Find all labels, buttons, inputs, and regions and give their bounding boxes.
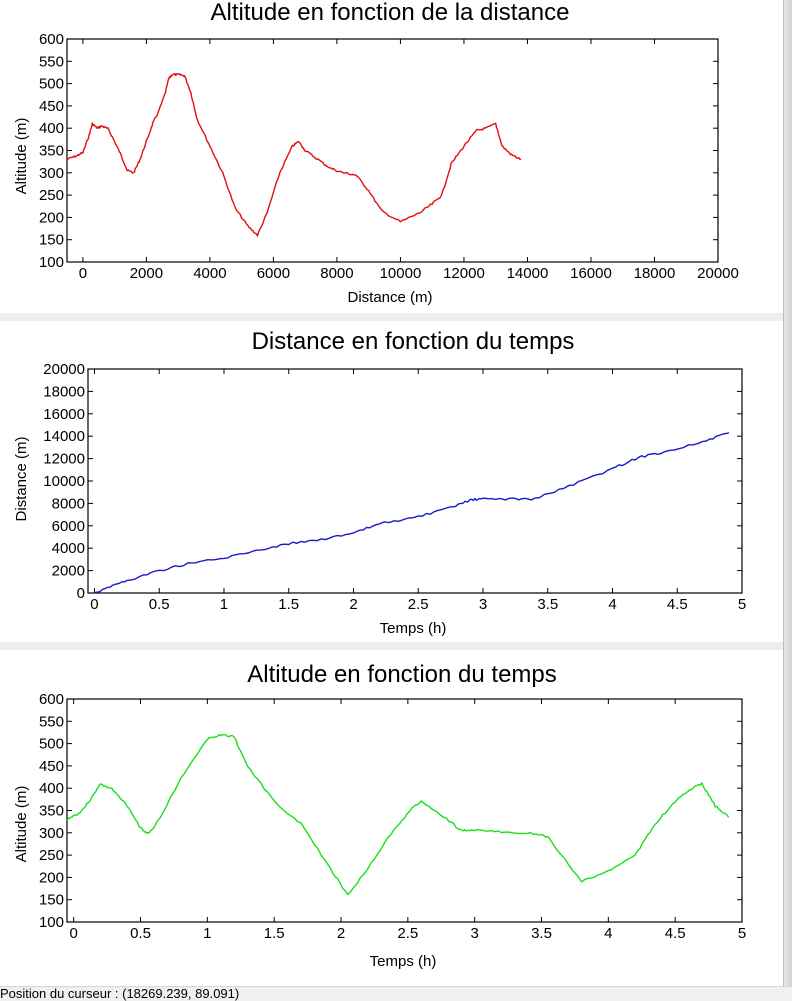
y-tick-label: 500 (38, 75, 64, 93)
y-tick-label: 8000 (51, 495, 85, 513)
plot-area (67, 699, 742, 922)
y-tick-label: 450 (38, 97, 64, 115)
panel-separator (0, 642, 783, 650)
y-tick-label: 20000 (43, 361, 85, 378)
y-tick-label: 200 (38, 209, 64, 227)
altitude-time-chart (0, 650, 783, 986)
y-tick-label: 600 (38, 691, 64, 708)
x-tick-label: 20000 (697, 265, 739, 282)
x-tick-label: 16000 (570, 265, 612, 282)
y-axis-label: Altitude (m) (13, 785, 30, 863)
y-tick-label: 150 (38, 891, 64, 909)
y-tick-label: 12000 (43, 450, 85, 468)
y-tick-label: 300 (38, 164, 64, 182)
y-tick-label: 4000 (51, 540, 85, 558)
x-tick-label: 2.5 (407, 596, 429, 613)
y-tick-label: 250 (38, 847, 64, 865)
x-tick-label: 2 (336, 925, 346, 942)
x-tick-label: 3 (470, 925, 479, 942)
x-tick-label: 14000 (506, 265, 549, 282)
y-axis-label: Distance (m) (13, 436, 30, 522)
y-tick-label: 100 (38, 914, 64, 931)
chart-title: Altitude en fonction du temps (247, 661, 557, 688)
x-tick-label: 0.5 (130, 925, 151, 942)
panel-separator (0, 313, 783, 321)
x-tick-label: 3 (478, 596, 488, 613)
chart-panel-distance-time (0, 321, 783, 642)
x-tick-label: 2000 (129, 265, 164, 282)
y-tick-label: 2000 (51, 562, 85, 580)
x-tick-label: 0 (78, 265, 88, 282)
x-tick-label: 8000 (320, 265, 354, 282)
y-tick-label: 400 (38, 780, 64, 798)
y-tick-label: 14000 (43, 428, 85, 446)
y-tick-label: 550 (38, 53, 64, 71)
y-tick-label: 6000 (51, 517, 85, 535)
y-tick-label: 16000 (43, 405, 85, 423)
x-tick-label: 0 (69, 925, 78, 942)
chart-title: Distance en fonction du temps (251, 328, 575, 355)
plot-area (88, 369, 742, 593)
chart-panel-altitude-distance (0, 0, 783, 313)
x-axis-label: Temps (h) (369, 953, 437, 970)
chart-title: Altitude en fonction de la distance (210, 0, 570, 26)
cursor-position-text: Position du curseur : (18269.239, 89.091) (0, 986, 240, 1001)
y-tick-label: 350 (38, 802, 64, 820)
x-tick-label: 5 (737, 596, 747, 613)
y-axis-label: Altitude (m) (13, 117, 30, 195)
plot-area (67, 39, 718, 262)
x-tick-label: 1.5 (278, 596, 300, 613)
status-bar (0, 986, 792, 1001)
y-tick-label: 150 (38, 231, 64, 249)
x-tick-label: 18000 (633, 265, 676, 282)
x-tick-label: 4.5 (666, 596, 688, 613)
y-tick-label: 550 (38, 713, 64, 731)
x-tick-label: 3.5 (537, 596, 559, 613)
x-tick-label: 2 (349, 596, 358, 613)
x-tick-label: 4 (608, 596, 617, 613)
distance-time-chart (0, 321, 783, 642)
chart-panel-altitude-time (0, 650, 783, 986)
x-axis-label: Distance (m) (347, 289, 433, 306)
x-tick-label: 12000 (443, 265, 485, 282)
x-tick-label: 4000 (193, 265, 227, 282)
x-tick-label: 1.5 (263, 925, 285, 942)
y-tick-label: 500 (38, 735, 64, 753)
x-tick-label: 0 (90, 596, 99, 613)
x-tick-label: 4 (604, 925, 613, 942)
x-tick-label: 0.5 (148, 596, 170, 613)
x-tick-label: 4.5 (664, 925, 686, 942)
x-tick-label: 2.5 (397, 925, 419, 942)
x-tick-label: 5 (737, 925, 747, 942)
x-tick-label: 1 (203, 925, 212, 942)
x-axis-label: Temps (h) (379, 620, 447, 637)
y-tick-label: 250 (38, 187, 64, 205)
y-tick-label: 600 (38, 31, 64, 48)
altitude-distance-chart (0, 0, 783, 313)
x-tick-label: 1 (219, 596, 229, 613)
y-tick-label: 0 (76, 585, 85, 602)
window-edge (783, 0, 792, 1000)
x-tick-label: 10000 (379, 265, 422, 282)
x-tick-label: 6000 (256, 265, 291, 282)
y-tick-label: 18000 (43, 383, 85, 401)
y-tick-label: 400 (38, 120, 64, 138)
y-tick-label: 300 (38, 824, 64, 842)
y-tick-label: 200 (38, 869, 64, 887)
y-tick-label: 350 (38, 142, 64, 160)
y-tick-label: 100 (38, 254, 64, 271)
y-tick-label: 450 (38, 757, 64, 775)
y-tick-label: 10000 (43, 473, 85, 490)
x-tick-label: 3.5 (531, 925, 552, 942)
